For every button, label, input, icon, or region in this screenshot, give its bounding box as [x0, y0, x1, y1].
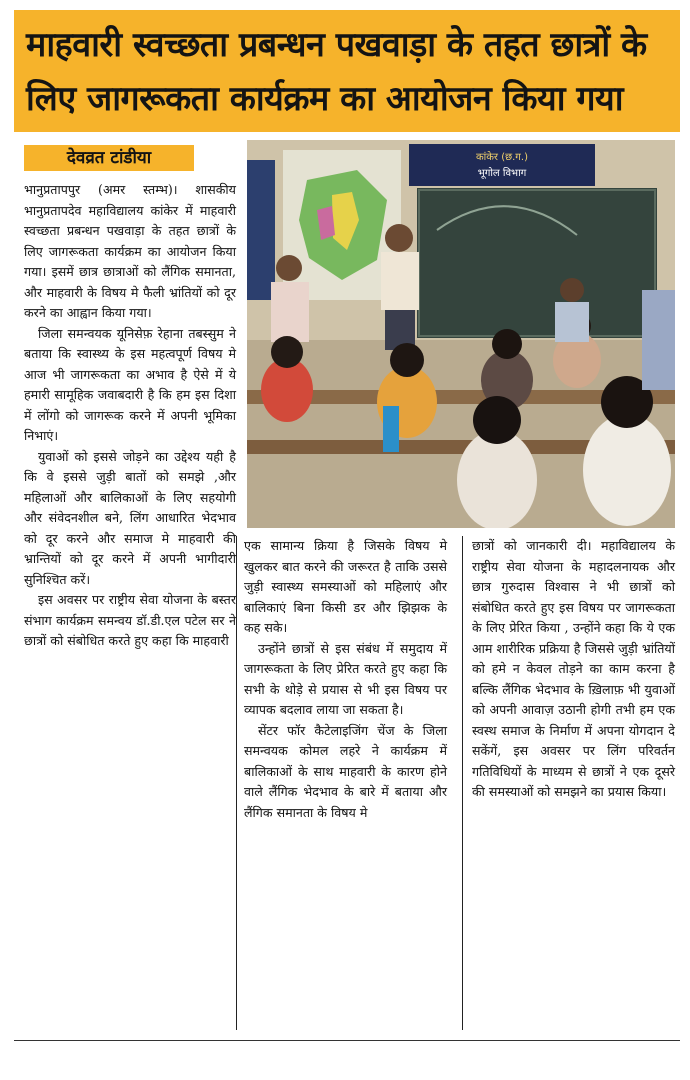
column-rule-2: [462, 536, 463, 1030]
sign-text-1: कांकेर (छ.ग.): [475, 152, 529, 163]
article-column-1: [24, 180, 236, 652]
article-paragraph-5: एक सामान्य क्रिया है जिसके विषय मे खुलकर बात करने की जरूरत है ताकि उससे जुड़ी स्वास्थ्य समस्याओं को महिलाएं और बालिकाएं बिना किसी डर और झिझक के कह सके।: [244, 538, 447, 635]
article-paragraph-1: भानुप्रतापपुर (अमर स्तम्भ)। शासकीय भानुप्रतापदेव महाविद्यालय कांकेर में माहवारी स्वच्छता प्रबन्धन पखवाड़ा के तहत छात्रों के लिए जागरूकता कार्यक्रम का आयोजन किया गया। इसमें छात्र छात्राओं को लैंगिक समानता, और माहवारी के विषय मे फैली भ्रांतियों को दूर करने का आह्वान किया गया।: [24, 182, 236, 320]
headline: माहवारी स्वच्छता प्रबन्धन पखवाड़ा के तहत छात्रों के लिए जागरूकता कार्यक्रम का आयोजन किया गया: [14, 10, 680, 132]
article-paragraph-7: सेंटर फॉर कैटेलाइजिंग चेंज के जिला समन्वयक कोमल लहरे ने कार्यक्रम में बालिकाओं के साथ माहवारी के कारण होने वाले लैंगिक भेदभाव के बारे में बताया और लैंगिक समानता के विषय मे: [244, 722, 447, 820]
column-rule-1: [236, 536, 237, 1030]
article-paragraph-4: इस अवसर पर राष्ट्रीय सेवा योजना के बस्तर संभाग कार्यक्रम समन्वय डॉ.डी.एल पटेल सर ने छात्रों को संबोधित करते हुए कहा कि माहवारी: [24, 592, 236, 648]
news-photo: [247, 140, 675, 528]
article-paragraph-6: उन्होंने छात्रों से इस संबंध में समुदाय में जागरूकता के लिए प्रेरित करते हुए कहा कि सभी के थोड़े से प्रयास से भी इस विषय पर व्यापक बदलाव लाया जा सकता है।: [244, 640, 447, 717]
byline: देवव्रत टांडीया: [24, 145, 194, 171]
article-column-3: [472, 536, 675, 803]
article-column-2: [244, 536, 447, 823]
article-paragraph-3: युवाओं को इससे जोड़ने का उद्देश्य यही है कि वे इससे जुड़ी बातों को समझे ,और महिलाओं और बालिकाओं के लिए सहयोगी और संवेदनशील बने, लिंग आधारित भेदभाव को दूर करने और समाज मे माहवारी की भ्रान्तियों को दूर करने में अपनी भागीदारी सुनिश्चित करें।: [24, 448, 236, 587]
classroom-photo-illustration: [247, 140, 675, 528]
sign-text-2: भूगोल विभाग: [477, 168, 527, 179]
article-paragraph-2: जिला समन्वयक यूनिसेफ़ रेहाना तबस्सुम ने बताया कि स्वास्थ्य के इस महत्वपूर्ण विषय मे आज भी जागरूकता का अभाव है ऐसे में ये हमारी सामूहिक जवाबदारी है कि हम इस दिशा में लोंगो को जागरूक करने में अपनी भूमिका निभाएं।: [24, 325, 236, 443]
bottom-border: [14, 1040, 680, 1041]
article-paragraph-8: छात्रों को जानकारी दी। महाविद्यालय के राष्ट्रीय सेवा योजना के महादलनायक और छात्र गुरुदास विश्वास ने भी छात्रों को संबोधित करते हुए इस विषय पर जागरूकता के लिए प्रेरित किया , उन्होंने कहा कि ये एक आम शारीरिक प्रक्रिया है जिससे जुड़ी भ्रांतियों को हमे न केवल तोड़ने का काम करना है बल्कि लैंगिक भेदभाव के ख़िलाफ़ भी युवाओं को अपनी आवाज़ उठानी होगी तभी हम एक स्वस्थ समाज के निर्माण में अपना योगदान दे सकेंगें, इस अवसर पर लिंग परिवर्तन गतिविधियों के माध्यम से छात्रों ने एक दूसरे की समस्याओं को समझने का प्रयास किया।: [472, 538, 675, 799]
